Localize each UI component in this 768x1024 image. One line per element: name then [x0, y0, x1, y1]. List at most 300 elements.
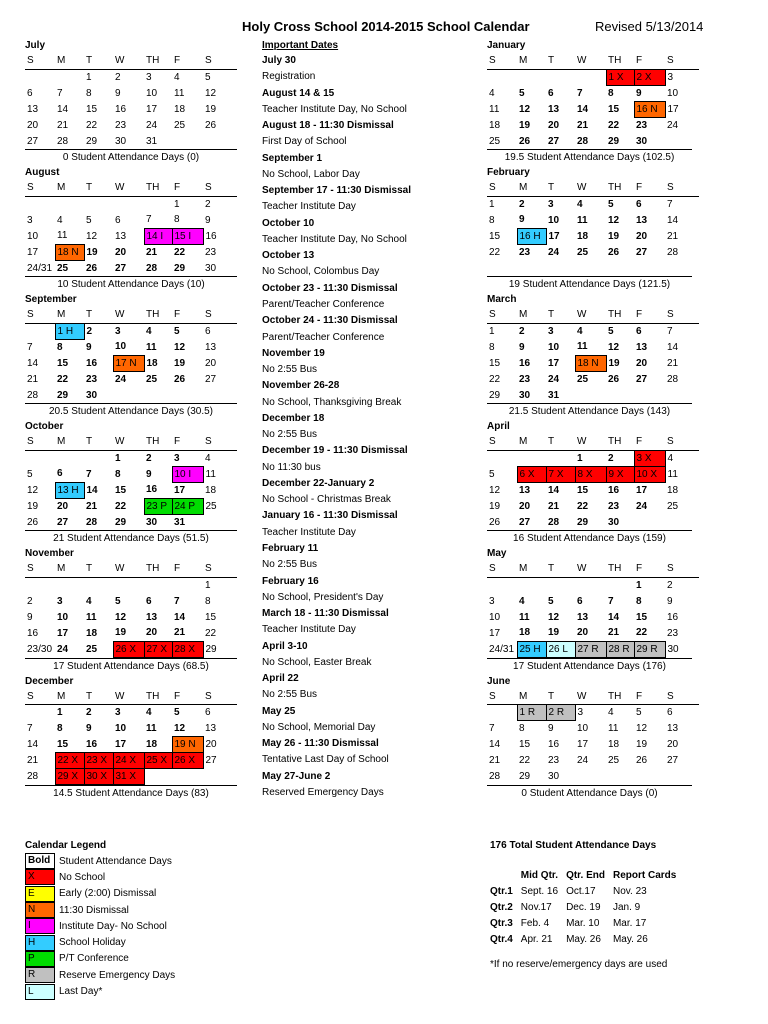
day-cell: 4	[667, 452, 674, 464]
event-line: September 17 - 11:30 Dismissal	[262, 185, 411, 197]
event-line: December 18	[262, 412, 325, 424]
month-june	[487, 675, 692, 801]
weekday-header: S	[665, 561, 699, 577]
day-cell: 9	[115, 87, 121, 99]
weekday-header: M	[517, 434, 546, 450]
day-cell: 10	[27, 230, 39, 242]
day-cell: 8	[86, 87, 92, 99]
weekday-header: S	[25, 434, 55, 450]
day-cell: 2 X	[634, 69, 665, 85]
event-line: Teacher Institute Day	[262, 624, 356, 636]
legend-item	[25, 951, 265, 967]
day-cell: 23	[519, 246, 531, 258]
event-line: December 19 - 11:30 Dismissal	[262, 445, 408, 457]
day-cell: 17 N	[113, 355, 144, 371]
day-cell: 24 X	[113, 753, 144, 769]
event-line: No School, Thanksgiving Break	[262, 396, 402, 408]
weekday-header: F	[634, 434, 665, 450]
day-cell: 24	[57, 643, 69, 655]
day-cell: 16	[608, 484, 620, 496]
quarter-cell: Dec. 19	[566, 901, 601, 913]
day-cell: 28	[667, 373, 679, 385]
day-cell: 10	[146, 87, 158, 99]
day-cell	[172, 133, 203, 149]
weekday-header: TH	[606, 434, 634, 450]
day-cell: 15	[57, 738, 69, 750]
event-line: No School, President's Day	[262, 591, 384, 603]
day-cell: 7	[27, 723, 33, 734]
day-cell: 24	[548, 246, 560, 258]
day-cell: 4	[146, 325, 152, 337]
day-cell	[517, 260, 546, 276]
day-cell: 17	[636, 484, 648, 496]
day-cell: 15	[205, 611, 217, 623]
weekday-header: S	[665, 434, 699, 450]
weekday-header: T	[84, 180, 113, 196]
weekday-header: F	[634, 307, 665, 323]
day-cell	[665, 387, 699, 403]
day-cell	[25, 577, 55, 593]
day-cell: 1 X	[606, 69, 634, 85]
day-cell: 29 X	[55, 769, 84, 785]
day-cell: 8	[489, 214, 495, 226]
legend-label: Institute Day- No School	[59, 920, 167, 932]
day-cell: 29	[489, 389, 501, 401]
day-cell: 28 R	[606, 641, 634, 657]
day-cell: 1	[489, 325, 495, 337]
day-cell: 13	[548, 103, 560, 115]
day-cell: 28	[27, 389, 39, 401]
day-cell: 18	[174, 103, 186, 115]
day-cell: 5	[86, 214, 92, 226]
day-cell: 15	[57, 357, 69, 369]
day-cell	[84, 196, 113, 212]
weekday-header: F	[172, 307, 203, 323]
event-line: October 10	[262, 217, 315, 229]
day-cell: 2 R	[546, 705, 575, 721]
weekday-header: S	[487, 434, 517, 450]
legend-label: Reserve Emergency Days	[59, 969, 176, 981]
day-cell	[172, 577, 203, 593]
weekday-header: S	[487, 689, 517, 705]
event-line: No School, Memorial Day	[262, 721, 376, 733]
day-cell: 31 X	[113, 769, 144, 785]
day-cell	[172, 387, 203, 403]
weekday-header: TH	[144, 53, 172, 69]
day-cell: 23 P	[144, 498, 172, 514]
event-line: No School, Easter Break	[262, 656, 372, 668]
month-name: August	[25, 167, 60, 178]
day-cell: 29	[519, 771, 531, 782]
month-name: May	[487, 548, 507, 559]
event-line: September 1	[262, 152, 323, 164]
day-cell: 27 R	[575, 641, 606, 657]
event-line: August 14 & 15	[262, 87, 335, 99]
month-name: April	[487, 421, 510, 432]
day-cell	[546, 69, 575, 85]
weekday-header: T	[84, 689, 113, 705]
day-cell: 11	[57, 230, 68, 242]
event-line: No School, Labor Day	[262, 168, 360, 180]
day-cell: 30	[548, 771, 560, 782]
day-cell: 11	[174, 87, 185, 99]
day-cell: 9	[519, 214, 525, 226]
day-cell: 17	[57, 627, 69, 639]
day-cell: 18	[205, 484, 217, 496]
day-cell: 22	[86, 119, 98, 131]
day-cell: 13	[115, 230, 127, 242]
day-cell: 20	[636, 357, 648, 369]
day-cell: 22	[174, 246, 186, 258]
day-cell: 3	[57, 595, 63, 607]
day-cell: 15	[577, 484, 589, 496]
day-cell: 11	[146, 341, 157, 353]
day-cell	[55, 196, 84, 212]
day-cell: 25	[205, 500, 217, 512]
event-line: No 2:55 Bus	[262, 559, 318, 571]
day-cell: 30	[608, 516, 620, 528]
day-cell: 30	[205, 262, 217, 274]
event-line: Tentative Last Day of School	[262, 754, 389, 766]
event-line: No School, Colombus Day	[262, 266, 380, 278]
day-cell	[487, 577, 517, 593]
day-cell	[203, 133, 237, 149]
day-cell: 13	[667, 723, 679, 734]
day-cell: 30	[519, 389, 531, 401]
day-cell: 9	[548, 723, 554, 735]
weekday-header: F	[172, 434, 203, 450]
event-line: May 27-June 2	[262, 770, 331, 782]
day-cell: 13	[27, 103, 39, 115]
day-cell	[113, 196, 144, 212]
quarter-cell: Qtr.4	[490, 933, 513, 945]
day-cell: 10	[489, 611, 501, 623]
quarter-table	[490, 867, 684, 947]
weekday-header: W	[575, 180, 606, 196]
event-line: May 26 - 11:30 Dismissal	[262, 738, 379, 750]
day-cell: 13	[519, 484, 531, 496]
day-cell	[606, 260, 634, 276]
day-cell: 25	[57, 262, 69, 274]
event-line: November 19	[262, 347, 325, 359]
day-cell: 25	[146, 373, 158, 385]
day-cell: 1	[205, 579, 211, 591]
attendance-summary: 21 Student Attendance Days (51.5)	[25, 530, 237, 546]
weekday-header: TH	[144, 561, 172, 577]
event-line: April 3-10	[262, 640, 308, 652]
day-cell: 18	[577, 230, 589, 242]
day-cell: 22	[489, 246, 501, 258]
attendance-summary: 16 Student Attendance Days (159)	[487, 530, 692, 546]
event-line: Teacher Institute Day, No School	[262, 103, 407, 115]
day-cell: 22	[205, 627, 217, 639]
day-cell: 26	[86, 262, 98, 274]
quarter-cell: May. 26	[612, 933, 648, 945]
day-cell: 9	[519, 341, 525, 353]
day-cell	[25, 323, 55, 339]
day-cell: 5	[519, 87, 525, 99]
day-cell: 16	[115, 103, 127, 115]
weekday-header: S	[203, 307, 237, 323]
day-cell: 13	[636, 341, 648, 353]
day-cell: 6	[667, 707, 673, 719]
month-grid	[487, 53, 699, 149]
day-cell: 3	[27, 214, 33, 226]
event-line: October 13	[262, 250, 315, 262]
day-cell: 14	[57, 103, 69, 115]
day-cell: 21	[27, 373, 39, 385]
day-cell: 12	[608, 214, 620, 226]
legend-swatch: Bold	[25, 853, 55, 869]
month-august	[25, 166, 237, 292]
day-cell: 14	[667, 214, 679, 226]
day-cell: 22	[519, 755, 531, 766]
day-cell: 5	[27, 468, 33, 480]
day-cell: 7	[577, 87, 583, 99]
day-cell: 7	[57, 87, 63, 99]
day-cell: 3	[548, 325, 554, 337]
day-cell: 17	[548, 357, 560, 369]
day-cell: 4	[519, 595, 525, 607]
day-cell: 30	[636, 135, 648, 147]
day-cell: 14	[577, 103, 589, 115]
day-cell: 24	[548, 373, 560, 385]
day-cell: 19	[608, 357, 620, 369]
day-cell: 26	[27, 516, 39, 528]
day-cell: 20	[548, 119, 560, 131]
legend-swatch: P	[25, 951, 55, 967]
day-cell: 21	[608, 627, 620, 639]
month-name: November	[25, 548, 74, 559]
day-cell: 19	[205, 103, 217, 115]
day-cell: 12	[548, 611, 560, 623]
day-cell	[487, 69, 517, 85]
weekday-header: S	[25, 53, 55, 69]
day-cell: 15	[636, 611, 648, 623]
weekday-header: S	[25, 561, 55, 577]
day-cell: 24/31	[27, 262, 53, 274]
day-cell: 3	[115, 707, 121, 719]
day-cell: 12	[519, 103, 531, 115]
day-cell: 3	[174, 452, 180, 464]
day-cell: 25	[174, 119, 186, 131]
legend-swatch: X	[25, 869, 55, 885]
legend-label: Early (2:00) Dismissal	[59, 888, 157, 900]
day-cell: 24	[636, 500, 648, 512]
month-grid	[487, 434, 699, 530]
day-cell: 29	[86, 135, 98, 147]
day-cell: 18	[86, 627, 98, 639]
page-title: Holy Cross School 2014-2015 School Calendar	[242, 19, 530, 34]
day-cell: 26	[519, 135, 531, 147]
day-cell: 27	[667, 755, 679, 766]
day-cell: 18	[608, 739, 620, 750]
day-cell	[144, 196, 172, 212]
right-calendar-column	[487, 39, 692, 802]
day-cell: 19	[115, 627, 127, 639]
day-cell: 19	[519, 119, 531, 131]
day-cell: 11	[519, 611, 530, 623]
weekday-header: S	[487, 307, 517, 323]
weekday-header: F	[172, 689, 203, 705]
month-may	[487, 547, 692, 674]
day-cell: 26 L	[546, 641, 575, 657]
day-cell	[575, 769, 606, 785]
weekday-header: M	[55, 307, 84, 323]
day-cell	[203, 387, 237, 403]
day-cell: 25 X	[144, 753, 172, 769]
day-cell: 9	[86, 723, 92, 734]
month-name: September	[25, 294, 77, 305]
weekday-header: T	[84, 307, 113, 323]
day-cell: 21	[146, 246, 158, 258]
day-cell	[575, 577, 606, 593]
weekday-header: TH	[606, 561, 634, 577]
day-cell: 20	[636, 230, 648, 242]
weekday-header: T	[546, 689, 575, 705]
day-cell	[634, 769, 665, 785]
month-grid	[25, 180, 237, 276]
day-cell: 1	[174, 198, 180, 210]
weekday-header: TH	[606, 689, 634, 705]
event-line: February 11	[262, 542, 319, 554]
event-line: August 18 - 11:30 Dismissal	[262, 120, 394, 132]
day-cell	[517, 450, 546, 466]
legend-swatch: E	[25, 886, 55, 902]
day-cell: 28	[548, 516, 560, 528]
quarter-cell: May. 26	[566, 933, 601, 945]
day-cell: 22	[577, 500, 589, 512]
day-cell: 8	[174, 214, 180, 226]
day-cell: 17	[667, 103, 679, 115]
quarter-cell: Mar. 10	[566, 917, 600, 929]
day-cell: 16 N	[634, 101, 665, 117]
day-cell: 19	[86, 246, 98, 258]
quarter-cell: Jan. 9	[612, 901, 641, 913]
event-line: Registration	[262, 71, 316, 83]
month-december	[25, 675, 237, 802]
event-line: January 16 - 11:30 Dismissal	[262, 510, 398, 522]
day-cell: 21	[489, 755, 501, 766]
day-cell: 10 X	[634, 466, 665, 482]
legend-swatch: H	[25, 935, 55, 951]
weekday-header: S	[203, 689, 237, 705]
day-cell: 15	[489, 230, 501, 242]
day-cell: 28	[667, 246, 679, 258]
day-cell	[575, 69, 606, 85]
day-cell: 28	[27, 771, 39, 782]
legend-label: Student Attendance Days	[59, 855, 172, 867]
left-calendar-column	[25, 39, 237, 802]
day-cell: 12	[205, 87, 217, 99]
day-cell: 21	[577, 119, 589, 131]
day-cell: 23 X	[84, 753, 113, 769]
day-cell: 7	[174, 595, 180, 607]
day-cell: 20	[667, 739, 679, 750]
day-cell: 6	[636, 325, 642, 337]
day-cell: 20	[205, 357, 217, 369]
day-cell: 26	[608, 246, 620, 258]
legend-swatch: R	[25, 967, 55, 983]
day-cell: 6	[636, 198, 642, 210]
day-cell: 29	[57, 389, 69, 401]
event-line: Teacher Institute Day	[262, 201, 356, 213]
day-cell: 4	[57, 214, 63, 226]
quarter-cell: Qtr.3	[490, 917, 513, 929]
month-name: July	[25, 40, 46, 51]
day-cell: 30	[146, 516, 158, 528]
day-cell: 25 H	[517, 641, 546, 657]
day-cell: 29 R	[634, 641, 665, 657]
weekday-header: M	[517, 307, 546, 323]
day-cell: 9	[205, 214, 211, 226]
weekday-header: F	[172, 180, 203, 196]
weekday-header: F	[634, 180, 665, 196]
weekday-header: W	[113, 434, 144, 450]
day-cell: 2	[205, 198, 211, 210]
footnote: *If no reserve/emergency days are used	[490, 959, 668, 970]
day-cell: 21	[667, 230, 679, 242]
day-cell: 6	[57, 468, 63, 480]
day-cell: 15	[86, 103, 98, 115]
day-cell	[665, 260, 699, 276]
day-cell: 16	[146, 484, 158, 496]
event-line: November 26-28	[262, 380, 340, 392]
day-cell	[55, 577, 84, 593]
day-cell: 7	[146, 214, 152, 226]
day-cell: 11	[146, 723, 157, 734]
day-cell: 4	[174, 71, 180, 83]
day-cell: 22	[489, 373, 501, 385]
day-cell: 15	[115, 484, 127, 496]
day-cell	[172, 769, 203, 785]
day-cell: 9	[146, 468, 152, 480]
day-cell: 12	[115, 611, 127, 623]
day-cell: 18	[146, 738, 158, 750]
day-cell: 27	[205, 373, 217, 385]
day-cell: 18	[146, 357, 158, 369]
day-cell	[575, 260, 606, 276]
day-cell: 14	[667, 341, 679, 353]
day-cell: 16	[519, 357, 531, 369]
day-cell: 28	[489, 771, 501, 782]
day-cell	[606, 769, 634, 785]
day-cell: 19 N	[172, 737, 203, 753]
day-cell: 1 H	[55, 323, 84, 339]
day-cell: 2	[27, 595, 33, 607]
day-cell: 20	[146, 627, 158, 639]
day-cell: 21	[86, 500, 98, 512]
quarter-header: Mid Qtr.	[520, 869, 559, 881]
legend-swatch: L	[25, 984, 55, 1000]
event-line: March 18 - 11:30 Dismissal	[262, 608, 389, 620]
day-cell: 13 H	[55, 482, 84, 498]
event-line: Teacher Institute Day	[262, 526, 356, 538]
day-cell: 19	[548, 627, 560, 639]
day-cell: 7	[667, 325, 673, 337]
day-cell: 28 X	[172, 641, 203, 657]
day-cell: 24	[667, 119, 679, 131]
day-cell: 16	[205, 230, 217, 242]
day-cell: 3	[489, 595, 495, 607]
day-cell	[25, 450, 55, 466]
day-cell: 22	[608, 119, 620, 131]
month-grid	[25, 434, 237, 530]
day-cell: 25	[86, 643, 98, 655]
day-cell	[665, 769, 699, 785]
day-cell	[487, 705, 517, 721]
day-cell: 30	[115, 135, 127, 147]
